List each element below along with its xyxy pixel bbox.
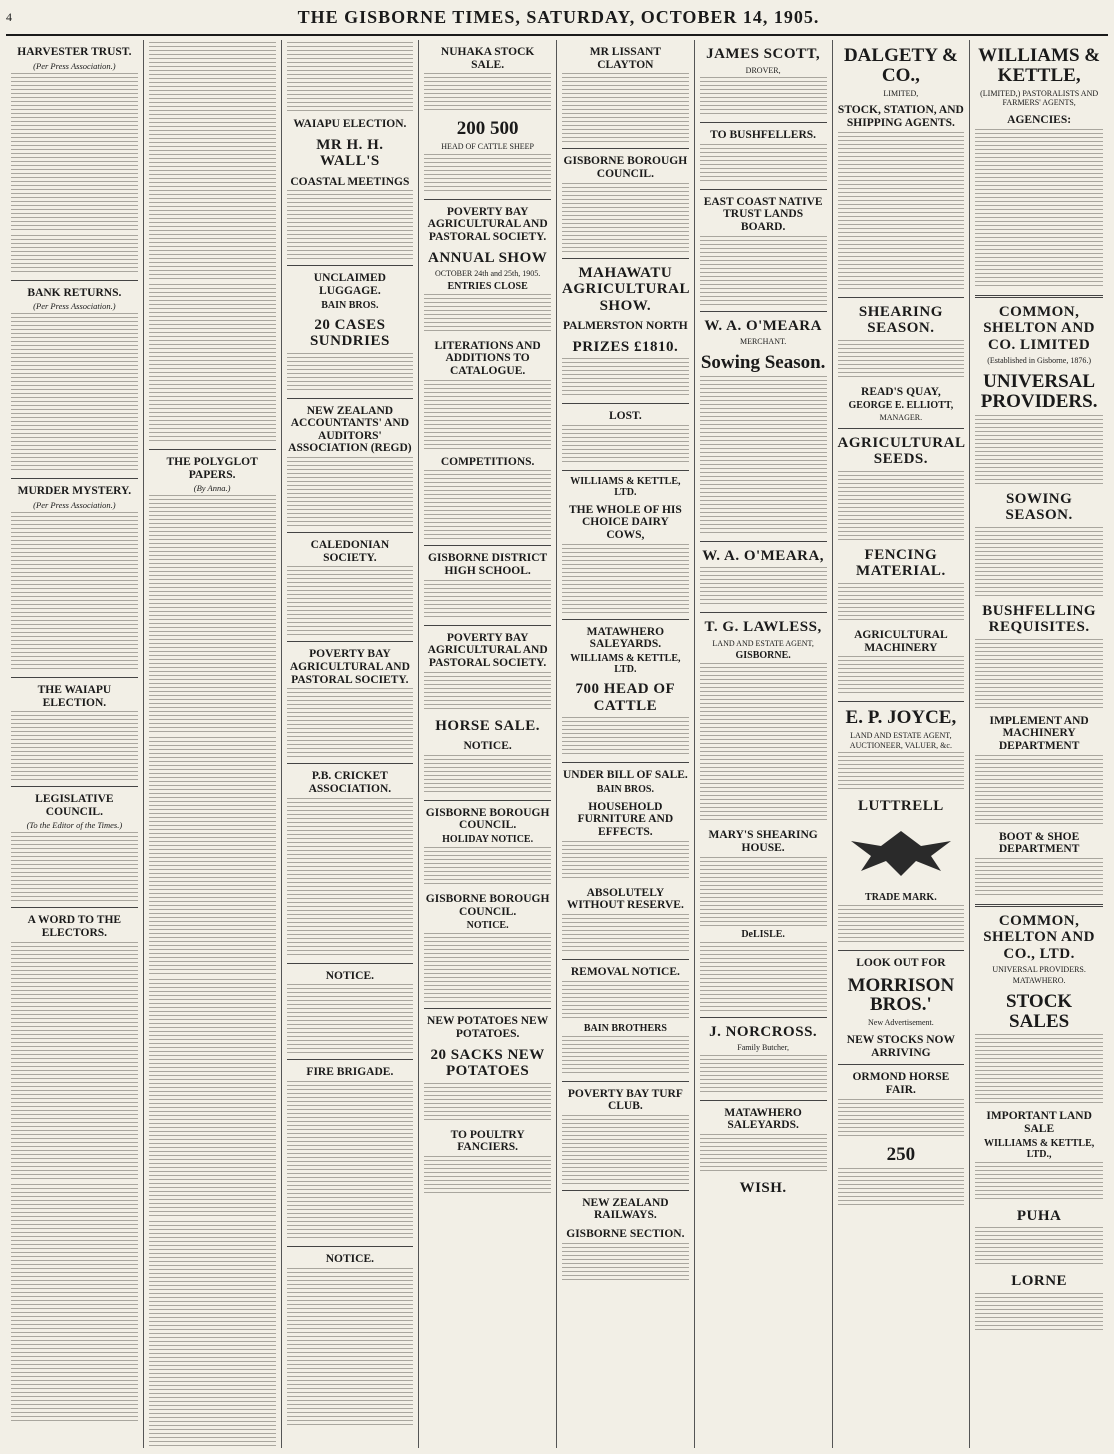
ad-numbers: 200 500 <box>456 118 519 140</box>
ad-subtitle: (Established in Gisborne, 1876.) <box>987 356 1091 366</box>
ad-subtitle: ENTRIES CLOSE <box>447 280 528 292</box>
article-text-block <box>11 512 138 672</box>
ad-title: FENCING MATERIAL. <box>856 546 946 580</box>
article-heading: THE POLYGLOT PAPERS. <box>166 456 258 481</box>
article-text-block <box>149 737 276 977</box>
ad-text-block <box>975 527 1103 597</box>
ad-text-block <box>562 73 689 143</box>
ad-heading: NOTICE. <box>463 740 512 753</box>
ad-heading: POVERTY BAY AGRICULTURAL AND PASTORAL SOCIETY. <box>289 648 410 686</box>
ad-subtitle: DROVER, <box>745 65 781 75</box>
ad-text-block <box>838 1168 965 1208</box>
ad-title: COMMON, SHELTON AND CO., LTD. <box>983 912 1096 962</box>
ad-text-block <box>838 1099 965 1139</box>
ad-title: MR H. H. WALL'S <box>316 136 384 170</box>
ad-text-block <box>424 380 551 450</box>
ad-title: WISH. <box>739 1179 787 1196</box>
article-text-block <box>11 235 138 275</box>
ad-text-block <box>424 73 551 113</box>
article-text-block <box>11 313 138 473</box>
ad-text-block <box>562 717 689 757</box>
ad-heading: NOTICE. <box>325 969 374 982</box>
ad-title: T. G. LAWLESS, <box>704 619 822 636</box>
ad-heading: LOST. <box>609 410 642 423</box>
page-number: 4 <box>6 9 13 24</box>
ad-title: MORRISON BROS.' <box>847 974 955 1016</box>
ad-title: 700 HEAD OF CATTLE <box>575 681 676 714</box>
ad-text-block <box>287 566 414 636</box>
column-2 <box>144 40 282 1448</box>
ad-title: W. A. O'MEARA <box>704 317 822 334</box>
ad-heading: POVERTY BAY AGRICULTURAL AND PASTORAL SOCIETY. <box>427 631 548 669</box>
ad-title: DALGETY & CO., <box>843 45 958 86</box>
ad-heading: NEW POTATOES NEW POTATOES. <box>427 1015 549 1040</box>
ad-text-block <box>424 1083 551 1123</box>
trade-mark-emblem <box>838 821 965 886</box>
ad-heading: AGRICULTURAL MACHINERY <box>854 628 948 654</box>
ad-firm: BAIN BROS. <box>321 299 379 311</box>
ad-title: E. P. JOYCE, <box>845 707 957 729</box>
ad-text-block <box>424 580 551 620</box>
ad-subtitle: MERCHANT. <box>739 337 787 347</box>
article-text-block <box>11 711 138 781</box>
ad-title: JAMES SCOTT, <box>706 46 821 62</box>
ad-text-block <box>287 798 414 958</box>
ad-text-block <box>838 752 965 792</box>
ad-subtitle: New Advertisement. <box>867 1018 934 1028</box>
ad-text-block <box>700 1055 827 1095</box>
article-subheading: (To the Editor of the Times.) <box>26 820 123 831</box>
ad-text-block <box>700 236 827 306</box>
ad-subtitle: LIMITED, <box>883 88 919 98</box>
ad-heading: IMPORTANT LAND SALE <box>986 1110 1092 1136</box>
ad-heading: ABSOLUTELY WITHOUT RESERVE. <box>566 886 684 912</box>
ad-text-block <box>424 294 551 334</box>
ad-heading: IMPLEMENT AND MACHINERY DEPARTMENT <box>989 714 1089 752</box>
ad-heading: LITERATIONS AND ADDITIONS TO CATALOGUE. <box>434 339 541 378</box>
ad-title: 20 CASES SUNDRIES <box>309 316 390 350</box>
ad-text-block <box>975 755 1103 825</box>
ad-subtitle: UNIVERSAL PROVIDERS. <box>992 965 1086 975</box>
ad-heading: GISBORNE BOROUGH COUNCIL. <box>425 806 550 832</box>
article-heading: THE WAIAPU ELECTION. <box>37 683 112 709</box>
ad-title: PRIZES £1810. <box>572 338 679 355</box>
ad-text-block <box>700 663 827 823</box>
ad-text-block <box>700 857 827 927</box>
ad-subtitle: GISBORNE. <box>735 650 791 662</box>
ad-text-block <box>562 1115 689 1185</box>
article-subheading: (Per Press Association.) <box>33 499 116 510</box>
article-subheading: (Per Press Association.) <box>33 60 116 71</box>
ad-heading: BOOT & SHOE DEPARTMENT <box>998 830 1080 856</box>
ad-heading: ORMOND HORSE FAIR. <box>852 1071 950 1096</box>
ad-title: PUHA <box>1016 1207 1062 1224</box>
article-text-block <box>287 42 414 112</box>
ad-text-block <box>838 471 965 541</box>
ad-title: SHEARING SEASON. <box>858 303 943 337</box>
ad-text-block <box>975 1293 1103 1333</box>
ad-text-block <box>287 353 414 393</box>
ad-heading: POVERTY BAY TURF CLUB. <box>567 1087 683 1113</box>
ad-text-block <box>287 1081 414 1241</box>
ad-text-block <box>700 942 827 1012</box>
ad-subtitle: LAND AND ESTATE AGENT, AUCTIONEER, VALUER, &c. <box>849 731 952 750</box>
ad-heading: LOOK OUT FOR <box>856 956 946 969</box>
ad-firm: WILLIAMS & KETTLE, LTD. <box>570 653 681 676</box>
ad-firm: BAIN BROS. <box>596 783 654 795</box>
column-6 <box>695 40 833 1448</box>
page-columns <box>6 40 1108 1448</box>
ad-heading: WAIAPU ELECTION. <box>293 118 407 130</box>
ad-subtitle: HOLIDAY NOTICE. <box>442 834 534 846</box>
ad-title: WILLIAMS & KETTLE, <box>978 45 1101 86</box>
article-text-block <box>149 495 276 735</box>
ad-title: AGRICULTURAL SEEDS. <box>837 434 966 468</box>
article-text-block <box>11 832 138 902</box>
article-heading: A WORD TO THE ELECTORS. <box>27 914 122 940</box>
ad-title: UNIVERSAL PROVIDERS. <box>980 370 1098 412</box>
ad-subtitle: MANAGER. <box>879 413 923 423</box>
ad-text-block <box>838 905 965 945</box>
ad-heading: EAST COAST NATIVE TRUST LANDS BOARD. <box>703 195 823 234</box>
ad-text-block <box>424 1156 551 1196</box>
article-heading: MURDER MYSTERY. <box>17 485 132 498</box>
ad-title: STOCK SALES <box>1006 990 1073 1032</box>
ad-heading: COASTAL MEETINGS <box>290 175 410 188</box>
ad-firm: BAIN BROTHERS <box>583 1022 667 1034</box>
ad-text-block <box>700 144 827 184</box>
ad-title: W. A. O'MEARA, <box>702 547 825 564</box>
ad-text-block <box>562 1243 689 1283</box>
ad-text-block <box>424 470 551 540</box>
masthead <box>6 0 1108 36</box>
ad-text-block <box>562 358 689 398</box>
ad-firm: WILLIAMS & KETTLE, LTD., <box>983 1137 1095 1160</box>
ad-heading: GISBORNE DISTRICT HIGH SCHOOL. <box>428 552 548 578</box>
ad-firm: GEORGE E. ELLIOTT, <box>848 400 954 412</box>
ad-text-block <box>562 1036 689 1076</box>
article-subheading: (Per Press Association.) <box>33 301 116 312</box>
ad-text-block <box>562 914 689 954</box>
ad-title: 20 SACKS NEW POTATOES <box>430 1046 545 1080</box>
ad-text-block <box>424 672 551 712</box>
ad-subtitle: Family Butcher, <box>737 1043 789 1053</box>
ad-heading: NEW STOCKS NOW ARRIVING <box>846 1034 955 1059</box>
ad-subtitle: HEAD OF CATTLE SHEEP <box>441 142 534 152</box>
ad-heading: READ'S QUAY, <box>861 385 941 398</box>
column-5 <box>557 40 695 1448</box>
ad-heading: GISBORNE BOROUGH COUNCIL. <box>563 155 688 180</box>
ad-text-block <box>287 1268 414 1428</box>
ad-numbers: 250 <box>886 1143 916 1165</box>
ad-text-block <box>975 1034 1103 1104</box>
ad-text-block <box>700 77 827 117</box>
column-8 <box>970 40 1108 1448</box>
ad-text-block <box>287 190 414 260</box>
ad-heading: UNDER BILL OF SALE. <box>562 769 688 782</box>
article-heading: BANK RETURNS. <box>27 286 122 299</box>
ad-text-block <box>287 984 414 1054</box>
ad-text-block <box>424 933 551 1003</box>
ad-subtitle: NOTICE. <box>466 920 509 932</box>
column-4 <box>419 40 557 1448</box>
ad-text-block <box>287 457 414 527</box>
ad-text-block <box>975 1162 1103 1202</box>
ad-heading: THE WHOLE OF HIS CHOICE DAIRY COWS, <box>568 503 682 542</box>
column-3 <box>282 40 420 1448</box>
ad-text-block <box>975 415 1103 485</box>
article-text-block <box>11 942 138 1182</box>
ad-text-block <box>975 858 1103 898</box>
article-text-block <box>149 1221 276 1448</box>
ad-heading: AGENCIES: <box>1007 114 1072 127</box>
ad-text-block <box>424 755 551 795</box>
article-heading: HARVESTER TRUST. <box>17 46 132 58</box>
ad-text-block <box>975 1227 1103 1267</box>
ad-heading: GISBORNE BOROUGH COUNCIL. <box>425 893 550 918</box>
ad-heading: HOUSEHOLD FURNITURE AND EFFECTS. <box>577 800 674 838</box>
ad-heading: POVERTY BAY AGRICULTURAL AND PASTORAL SOCIETY. <box>427 205 548 244</box>
ad-subtitle: LAND AND ESTATE AGENT, <box>712 638 814 648</box>
ad-heading: P.B. CRICKET ASSOCIATION. <box>308 770 392 795</box>
ad-title: BUSHFELLING REQUISITES. <box>982 602 1097 636</box>
ad-text-block <box>700 376 827 536</box>
ad-title: HORSE SALE. <box>435 717 540 734</box>
ad-heading: TO POULTRY FANCIERS. <box>450 1128 525 1154</box>
ad-heading: NEW ZEALAND ACCOUNTANTS' AND AUDITORS' ASSOCIATION (REGD) <box>288 404 412 455</box>
ad-text-block <box>838 340 965 380</box>
ad-title: Sowing Season. <box>700 351 826 373</box>
ad-title: COMMON, SHELTON AND CO. LIMITED <box>983 303 1096 353</box>
ad-subtitle: OCTOBER 24th and 25th, 1905. <box>435 269 541 279</box>
article-text-block <box>11 1184 138 1424</box>
eagle-icon <box>846 821 956 881</box>
ad-text-block <box>838 656 965 696</box>
ad-heading: CALEDONIAN SOCIETY. <box>310 539 390 564</box>
ad-heading: UNCLAIMED LUGGAGE. <box>313 272 386 297</box>
ad-heading: NEW ZEALAND RAILWAYS. <box>582 1196 669 1222</box>
ad-heading: NUHAKA STOCK SALE. <box>440 46 535 71</box>
ad-heading: GISBORNE SECTION. <box>566 1228 685 1241</box>
ad-text-block <box>562 981 689 1021</box>
ad-heading: MATAWHERO SALEYARDS. <box>586 625 665 651</box>
ad-title: LORNE <box>1011 1273 1068 1290</box>
trade-mark-caption: TRADE MARK. <box>865 891 937 903</box>
article-text-block <box>149 42 276 282</box>
ad-heading: FIRE BRIGADE. <box>306 1066 394 1079</box>
ad-heading: PALMERSTON NORTH <box>563 320 688 333</box>
column-1 <box>6 40 144 1448</box>
ad-text-block <box>700 567 827 607</box>
ad-firm: DeLISLE. <box>741 928 785 940</box>
ad-heading: MARY'S SHEARING HOUSE. <box>708 829 818 854</box>
ad-text-block <box>975 129 1103 289</box>
ad-text-block <box>975 639 1103 709</box>
ad-heading: MATAWHERO SALEYARDS. <box>724 1106 802 1132</box>
ad-text-block <box>700 1134 827 1174</box>
ad-text-block <box>838 583 965 623</box>
ad-text-block <box>287 688 414 758</box>
ad-text-block <box>562 841 689 881</box>
article-subheading: (By Anna.) <box>193 483 231 494</box>
ad-heading: REMOVAL NOTICE. <box>570 965 680 978</box>
ad-text-block <box>424 154 551 194</box>
ad-subtitle: MATAWHERO. <box>1012 975 1066 985</box>
ad-title: SOWING SEASON. <box>1005 490 1073 524</box>
ad-title: J. NORCROSS. <box>709 1023 818 1040</box>
ad-heading: MR LISSANT CLAYTON <box>589 46 661 71</box>
column-7 <box>833 40 971 1448</box>
ad-firm: WILLIAMS & KETTLE, LTD. <box>570 475 681 498</box>
ad-text-block <box>562 183 689 253</box>
ad-text-block <box>424 847 551 887</box>
ad-title: LUTTRELL <box>858 798 944 815</box>
article-text-block <box>11 73 138 233</box>
ad-title: MAHAWATU AGRICULTURAL SHOW. <box>562 264 690 314</box>
ad-heading: NOTICE. <box>325 1252 374 1265</box>
ad-title: ANNUAL SHOW <box>427 249 548 266</box>
ad-heading: COMPETITIONS. <box>440 455 535 468</box>
article-heading: LEGISLATIVE COUNCIL. <box>35 793 114 818</box>
ad-heading: STOCK, STATION, AND SHIPPING AGENTS. <box>837 104 964 130</box>
newspaper-title: THE GISBORNE TIMES, SATURDAY, OCTOBER 14, 1905. <box>297 6 820 27</box>
ad-text-block <box>562 544 689 614</box>
article-text-block <box>149 284 276 444</box>
ad-text-block <box>562 425 689 465</box>
article-text-block <box>149 979 276 1219</box>
ad-subtitle: (LIMITED,) PASTORALISTS AND FARMERS' AGENTS, <box>980 88 1099 108</box>
ad-text-block <box>838 132 965 292</box>
ad-heading: TO BUSHFELLERS. <box>710 129 817 142</box>
